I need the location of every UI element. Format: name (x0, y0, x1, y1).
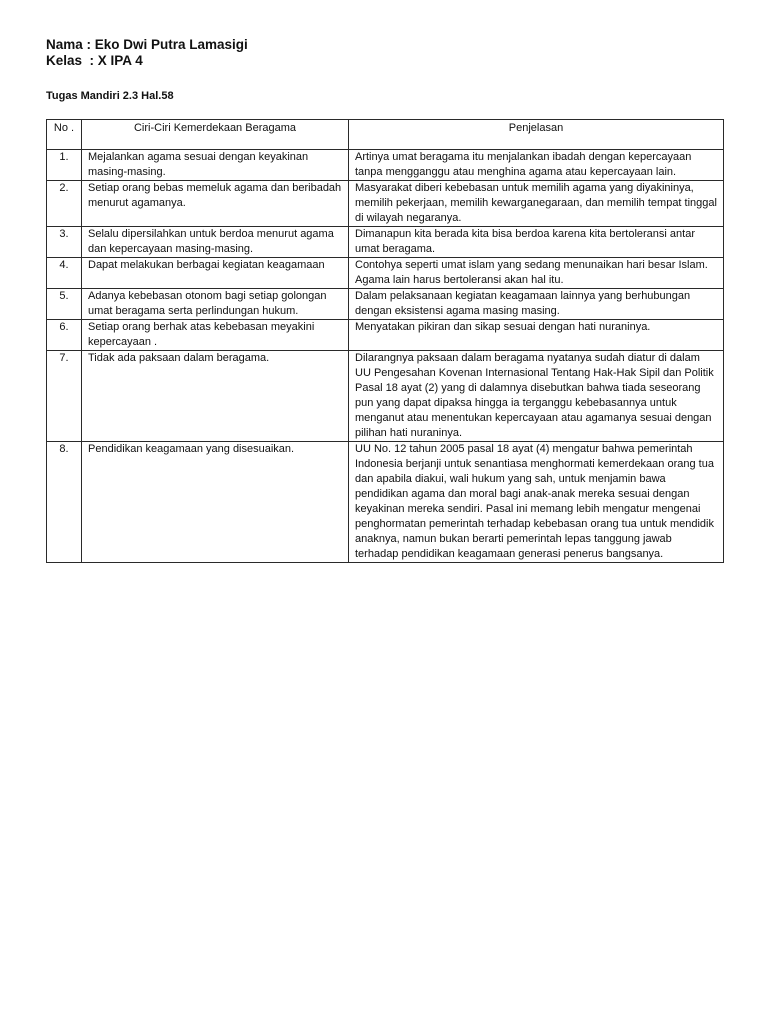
row-ciri: Tidak ada paksaan dalam beragama. (82, 351, 349, 442)
student-header (46, 37, 248, 69)
row-number: 5. (47, 289, 82, 320)
row-number: 4. (47, 258, 82, 289)
row-penjelasan: Masyarakat diberi kebebasan untuk memilih agama yang diyakininya, memilih pekerjaan, memilih kewarganegaraan, dan memilih tempat tinggal di wilayah negaranya. (349, 181, 724, 227)
table-row (47, 289, 724, 320)
student-name: Nama : Eko Dwi Putra Lamasigi (46, 37, 248, 52)
table-row (47, 351, 724, 442)
row-penjelasan: UU No. 12 tahun 2005 pasal 18 ayat (4) mengatur bahwa pemerintah Indonesia berjanji untuk senantiasa menghormati kemerdekaan orang tua dan apabila diakui, wali hukum yang sah, untuk menjamin bawa pendidikan agama dan moral bagi anak-anak mereka sesuai dengan keyakinan mereka sendiri. Pasal ini memang lebih mengatur mengenai penghormatan pemerintah terhadap kebebasan orang tua untuk mendidik anaknya, namun bukan berarti pemerintah lepas tanggung jawab terhadap pendidikan keagamaan generasi penerus bangsanya. (349, 442, 724, 563)
row-ciri: Dapat melakukan berbagai kegiatan keagamaan (82, 258, 349, 289)
header-no: No . (47, 120, 82, 150)
table-row (47, 181, 724, 227)
row-number: 7. (47, 351, 82, 442)
row-number: 1. (47, 150, 82, 181)
row-ciri: Mejalankan agama sesuai dengan keyakinan masing-masing. (82, 150, 349, 181)
religious-freedom-table (46, 119, 724, 563)
row-ciri: Selalu dipersilahkan untuk berdoa menurut agama dan kepercayaan masing-masing. (82, 227, 349, 258)
row-ciri: Pendidikan keagamaan yang disesuaikan. (82, 442, 349, 563)
row-ciri: Adanya kebebasan otonom bagi setiap golongan umat beragama serta perlindungan hukum. (82, 289, 349, 320)
row-number: 3. (47, 227, 82, 258)
row-penjelasan: Dilarangnya paksaan dalam beragama nyatanya sudah diatur di dalam UU Pengesahan Kovenan Internasional Tentang Hak-Hak Sipil dan Politik Pasal 18 ayat (2) yang di dalamnya disebutkan bahwa tiada seseorang pun yang dapat dipaksa hingga ia terganggu kebebasannya untuk menganut atau menentukan kepercayaan atau agamanya sesuai dengan pilihan hati nuraninya. (349, 351, 724, 442)
row-penjelasan: Dimanapun kita berada kita bisa berdoa karena kita bertoleransi antar umat beragama. (349, 227, 724, 258)
row-number: 2. (47, 181, 82, 227)
table-row (47, 258, 724, 289)
row-ciri: Setiap orang bebas memeluk agama dan beribadah menurut agamanya. (82, 181, 349, 227)
table-header-row (47, 120, 724, 150)
student-class: Kelas : X IPA 4 (46, 53, 143, 68)
header-penjelasan: Penjelasan (349, 120, 724, 150)
table-row (47, 442, 724, 563)
table-row (47, 320, 724, 351)
row-penjelasan: Menyatakan pikiran dan sikap sesuai dengan hati nuraninya. (349, 320, 724, 351)
table-row (47, 150, 724, 181)
row-number: 8. (47, 442, 82, 563)
row-penjelasan: Contohya seperti umat islam yang sedang menunaikan hari besar Islam. Agama lain harus bertoleransi akan hal itu. (349, 258, 724, 289)
row-penjelasan: Artinya umat beragama itu menjalankan ibadah dengan kepercayaan tanpa mengganggu atau menghina agama atau kepercayaan lain. (349, 150, 724, 181)
row-penjelasan: Dalam pelaksanaan kegiatan keagamaan lainnya yang berhubungan dengan eksistensi agama masing masing. (349, 289, 724, 320)
header-ciri: Ciri-Ciri Kemerdekaan Beragama (82, 120, 349, 150)
row-number: 6. (47, 320, 82, 351)
row-ciri: Setiap orang berhak atas kebebasan meyakini kepercayaan . (82, 320, 349, 351)
table-row (47, 227, 724, 258)
task-title: Tugas Mandiri 2.3 Hal.58 (46, 90, 174, 102)
